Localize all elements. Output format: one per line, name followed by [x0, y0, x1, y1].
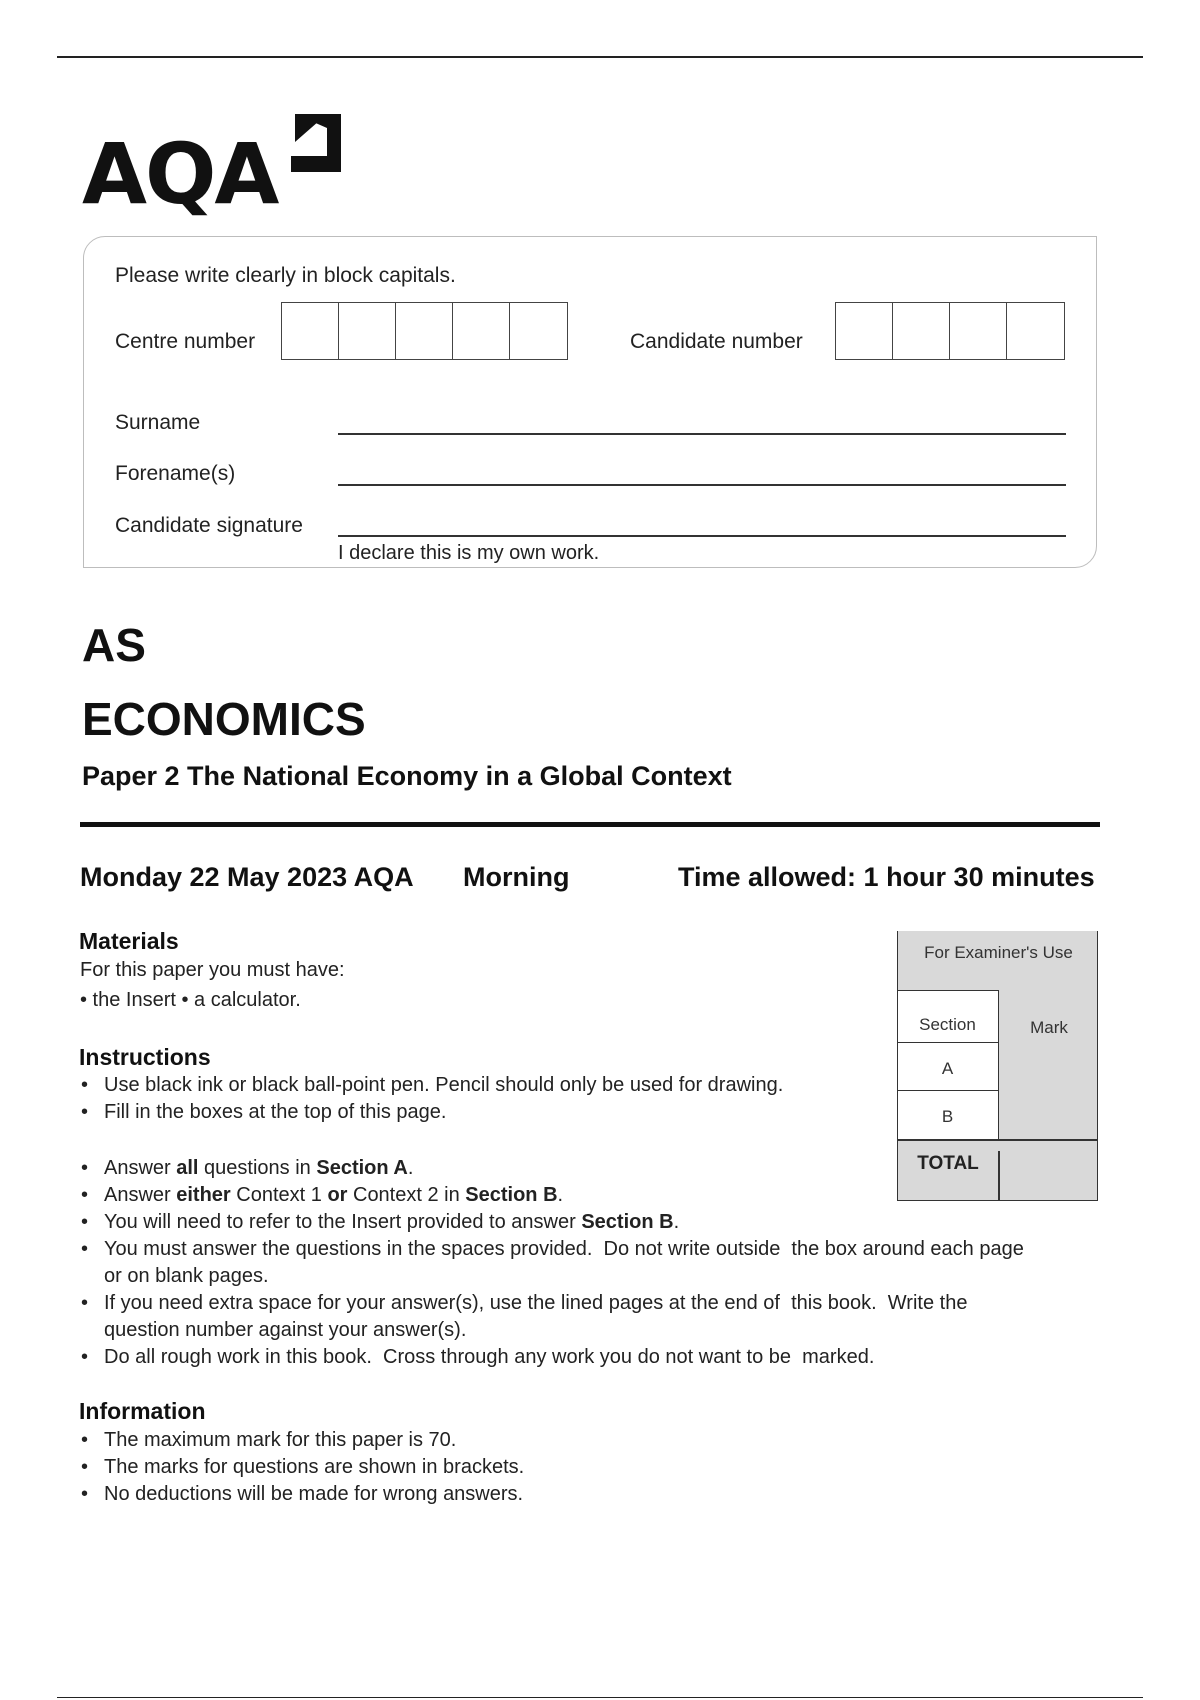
forenames-field[interactable]: [338, 484, 1066, 486]
qualification-level: AS: [82, 619, 146, 671]
examiner-use-table: [897, 931, 1098, 1201]
information-item: • The marks for questions are shown in brackets.: [80, 1454, 880, 1481]
instruction-item: • You must answer the questions in the spaces provided. Do not write outside the box around each page or on blank pages.: [80, 1236, 1040, 1290]
section-b-label: B: [941, 1107, 954, 1126]
candidate-number-boxes[interactable]: [835, 302, 1065, 360]
candidate-number-digit[interactable]: [836, 303, 893, 359]
top-page-rule: [57, 56, 1143, 58]
information-item: • No deductions will be made for wrong answers.: [80, 1481, 880, 1508]
total-label: TOTAL: [917, 1153, 979, 1174]
surname-label: Surname: [115, 411, 201, 434]
instruction-item: • Answer either Context 1 or Context 2 in Section B.: [80, 1182, 1040, 1209]
exam-session: Morning: [463, 862, 570, 892]
centre-number-digit[interactable]: [453, 303, 510, 359]
materials-heading: Materials: [79, 928, 179, 954]
centre-number-boxes[interactable]: [281, 302, 568, 360]
forenames-label: Forename(s): [115, 462, 236, 485]
paper-title: Paper 2 The National Economy in a Global Context: [82, 761, 732, 791]
aqa-logo-mark-icon: [287, 112, 343, 176]
mark-header: Mark: [1030, 1018, 1068, 1037]
candidate-number-digit[interactable]: [893, 303, 950, 359]
information-heading: Information: [79, 1398, 206, 1424]
own-work-declaration: I declare this is my own work.: [338, 542, 600, 564]
centre-number-digit[interactable]: [282, 303, 339, 359]
candidate-signature-label: Candidate signature: [115, 514, 303, 537]
section-a-label: A: [941, 1059, 954, 1078]
title-divider: [80, 822, 1100, 827]
bottom-page-rule: [57, 1697, 1143, 1698]
surname-field[interactable]: [338, 433, 1066, 435]
time-allowed: Time allowed: 1 hour 30 minutes: [678, 862, 1095, 892]
instruction-item: • Do all rough work in this book. Cross through any work you do not want to be marked.: [80, 1344, 1040, 1371]
instruction-item: • If you need extra space for your answer(s), use the lined pages at the end of this book. Write the question number against your answer(s).: [80, 1290, 1040, 1344]
candidate-number-digit[interactable]: [1007, 303, 1064, 359]
section-a-cell: [898, 1042, 999, 1090]
subject-title: ECONOMICS: [82, 693, 366, 745]
section-header-cell: [898, 990, 999, 1042]
exam-date: Monday 22 May 2023 AQA: [80, 862, 414, 892]
section-header: Section: [919, 1015, 976, 1034]
instructions-list-a: [80, 1072, 880, 1126]
materials-items: • the Insert • a calculator.: [80, 989, 301, 1011]
information-list: [80, 1427, 880, 1508]
instructions-heading: Instructions: [79, 1044, 211, 1070]
candidate-number-digit[interactable]: [950, 303, 1007, 359]
section-b-cell: [898, 1090, 999, 1139]
candidate-details-box: [83, 236, 1097, 568]
candidate-number-label: Candidate number: [630, 330, 803, 353]
centre-number-label: Centre number: [115, 330, 256, 353]
total-divider: [898, 1139, 1097, 1141]
instruction-item: • Fill in the boxes at the top of this page.: [80, 1099, 880, 1126]
instructions-list-b: [80, 1155, 1040, 1371]
examiner-use-title: For Examiner's Use: [924, 943, 1073, 962]
centre-number-digit[interactable]: [510, 303, 567, 359]
block-capitals-instruction: Please write clearly in block capitals.: [115, 264, 456, 287]
aqa-logo-text: AQA: [82, 125, 278, 223]
materials-intro: For this paper you must have:: [80, 959, 345, 981]
candidate-signature-field[interactable]: [338, 535, 1066, 537]
total-column-divider: [998, 1151, 1000, 1201]
instruction-item: • Answer all questions in Section A.: [80, 1155, 1040, 1182]
instruction-item: • Use black ink or black ball-point pen. Pencil should only be used for drawing.: [80, 1072, 880, 1099]
centre-number-digit[interactable]: [396, 303, 453, 359]
instruction-item: • You will need to refer to the Insert provided to answer Section B.: [80, 1209, 1040, 1236]
centre-number-digit[interactable]: [339, 303, 396, 359]
information-item: • The maximum mark for this paper is 70.: [80, 1427, 880, 1454]
